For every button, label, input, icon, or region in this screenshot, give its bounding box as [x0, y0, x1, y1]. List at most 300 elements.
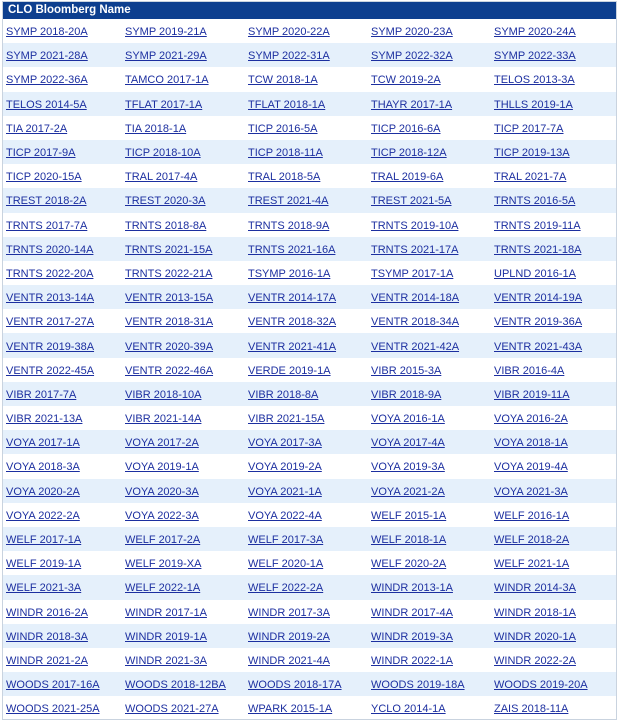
clo-name-link[interactable]: WPARK 2015-1A — [248, 703, 333, 716]
clo-name-link[interactable]: TRNTS 2016-5A — [494, 195, 576, 208]
table-cell — [371, 143, 494, 161]
table-cell — [494, 95, 612, 113]
clo-name-link[interactable]: VOYA 2019-4A — [494, 461, 568, 474]
table-cell — [371, 603, 494, 621]
clo-name-link[interactable]: WELF 2018-2A — [494, 534, 570, 547]
clo-name-link[interactable]: TICP 2017-9A — [6, 147, 76, 160]
table-row — [3, 527, 616, 551]
clo-name-link[interactable]: VOYA 2022-2A — [6, 509, 80, 522]
clo-name-link[interactable]: VOYA 2019-2A — [248, 461, 322, 474]
table-row — [3, 19, 616, 43]
table-cell — [125, 578, 248, 596]
table-cell — [494, 22, 612, 40]
table-cell — [248, 312, 371, 330]
clo-name-link[interactable]: VENTR 2018-31A — [125, 316, 214, 329]
table-row — [3, 454, 616, 478]
clo-name-link[interactable]: TELOS 2013-3A — [494, 74, 575, 87]
table-cell — [494, 482, 612, 500]
table-cell — [371, 578, 494, 596]
table-cell — [125, 240, 248, 258]
clo-name-link[interactable]: WINDR 2019-2A — [248, 630, 330, 643]
table-cell — [125, 433, 248, 451]
table-cell — [248, 167, 371, 185]
table-cell — [371, 675, 494, 693]
clo-name-link[interactable]: TICP 2019-13A — [494, 147, 570, 160]
table-cell — [371, 482, 494, 500]
clo-name-link[interactable]: VENTR 2014-18A — [371, 292, 460, 305]
table-cell — [494, 603, 612, 621]
table-cell — [371, 240, 494, 258]
table-cell — [125, 22, 248, 40]
table-row — [3, 406, 616, 430]
table-cell — [371, 46, 494, 64]
clo-name-link[interactable]: WINDR 2021-4A — [248, 654, 330, 667]
clo-name-link[interactable]: WOODS 2019-18A — [371, 679, 465, 692]
table-cell — [371, 433, 494, 451]
table-cell — [248, 603, 371, 621]
clo-name-link[interactable]: VENTR 2018-32A — [248, 316, 337, 329]
table-cell — [248, 191, 371, 209]
table-cell — [494, 70, 612, 88]
clo-name-link[interactable]: TSYMP 2017-1A — [371, 267, 454, 280]
clo-name-link[interactable]: VENTR 2014-17A — [248, 292, 337, 305]
clo-name-link[interactable]: VERDE 2019-1A — [248, 364, 331, 377]
table-cell — [125, 675, 248, 693]
table-cell — [371, 337, 494, 355]
table-cell — [3, 264, 125, 282]
table-cell — [125, 482, 248, 500]
clo-name-link[interactable]: WINDR 2014-3A — [494, 582, 576, 595]
clo-name-link[interactable]: WOODS 2021-25A — [6, 703, 100, 716]
table-body — [3, 19, 616, 720]
clo-name-link[interactable]: VIBR 2018-9A — [371, 388, 442, 401]
clo-name-link[interactable]: TICP 2016-6A — [371, 122, 441, 135]
table-cell — [494, 119, 612, 137]
clo-name-link[interactable]: TICP 2020-15A — [6, 171, 82, 184]
table-cell — [3, 578, 125, 596]
table-cell — [248, 651, 371, 669]
table-cell — [3, 651, 125, 669]
table-row — [3, 92, 616, 116]
table-cell — [125, 264, 248, 282]
table-cell — [248, 119, 371, 137]
clo-name-link[interactable]: WOODS 2018-17A — [248, 679, 342, 692]
clo-name-link[interactable]: TFLAT 2017-1A — [125, 98, 203, 111]
table-cell — [494, 385, 612, 403]
table-cell — [248, 554, 371, 572]
table-cell — [3, 143, 125, 161]
clo-name-link[interactable]: VOYA 2017-4A — [371, 437, 445, 450]
clo-name-link[interactable]: SYMP 2021-28A — [6, 50, 88, 63]
table-cell — [3, 337, 125, 355]
table-row — [3, 43, 616, 67]
table-cell — [371, 627, 494, 645]
table-cell — [3, 46, 125, 64]
table-cell — [3, 482, 125, 500]
clo-name-link[interactable]: VIBR 2019-11A — [494, 388, 570, 401]
table-cell — [248, 409, 371, 427]
clo-name-link[interactable]: VOYA 2021-3A — [494, 485, 568, 498]
clo-name-link[interactable]: TICP 2018-12A — [371, 147, 447, 160]
table-cell — [371, 288, 494, 306]
table-cell — [125, 191, 248, 209]
table-cell — [248, 578, 371, 596]
table-cell — [248, 699, 371, 717]
clo-name-link[interactable]: TIA 2018-1A — [125, 122, 187, 135]
table-row — [3, 358, 616, 382]
clo-name-link[interactable]: TELOS 2014-5A — [6, 98, 87, 111]
table-row — [3, 672, 616, 696]
table-row — [3, 382, 616, 406]
table-cell — [125, 554, 248, 572]
clo-name-link[interactable]: VENTR 2013-15A — [125, 292, 214, 305]
clo-name-link[interactable]: WELF 2016-1A — [494, 509, 570, 522]
table-cell — [248, 264, 371, 282]
table-cell — [248, 482, 371, 500]
clo-name-link[interactable]: WOODS 2018-12BA — [125, 679, 226, 692]
clo-name-link[interactable]: WINDR 2018-3A — [6, 630, 88, 643]
table-cell — [125, 651, 248, 669]
clo-name-link[interactable]: TSYMP 2016-1A — [248, 267, 331, 280]
clo-name-link[interactable]: TRNTS 2018-9A — [248, 219, 330, 232]
clo-name-link[interactable]: WELF 2020-2A — [371, 558, 447, 571]
table-row — [3, 67, 616, 91]
clo-name-link[interactable]: VOYA 2019-1A — [125, 461, 199, 474]
table-cell — [494, 651, 612, 669]
table-row — [3, 503, 616, 527]
table-cell — [125, 95, 248, 113]
clo-name-link[interactable]: VENTR 2019-38A — [6, 340, 95, 353]
table-cell — [494, 312, 612, 330]
table-cell — [3, 361, 125, 379]
table-cell — [125, 361, 248, 379]
table-cell — [125, 627, 248, 645]
table-cell — [494, 675, 612, 693]
clo-name-link[interactable]: VOYA 2018-1A — [494, 437, 568, 450]
clo-name-link[interactable]: WELF 2017-1A — [6, 534, 82, 547]
clo-name-link[interactable]: VOYA 2016-1A — [371, 413, 445, 426]
clo-name-link[interactable]: TREST 2020-3A — [125, 195, 206, 208]
clo-name-link[interactable]: VOYA 2020-3A — [125, 485, 199, 498]
clo-name-link[interactable]: SYMP 2019-21A — [125, 26, 207, 39]
clo-name-link[interactable]: THAYR 2017-1A — [371, 98, 453, 111]
table-cell — [125, 337, 248, 355]
table-cell — [3, 530, 125, 548]
table-cell — [125, 312, 248, 330]
table-cell — [248, 385, 371, 403]
table-cell — [3, 22, 125, 40]
clo-name-link[interactable]: TCW 2019-2A — [371, 74, 441, 87]
table-row — [3, 333, 616, 357]
clo-name-link[interactable]: WINDR 2013-1A — [371, 582, 453, 595]
clo-name-link[interactable]: VENTR 2022-46A — [125, 364, 214, 377]
table-cell — [494, 457, 612, 475]
table-cell — [3, 457, 125, 475]
clo-name-link[interactable]: VENTR 2013-14A — [6, 292, 95, 305]
clo-name-link[interactable]: SYMP 2020-22A — [248, 26, 330, 39]
table-cell — [371, 385, 494, 403]
table-row — [3, 213, 616, 237]
clo-name-link[interactable]: VOYA 2021-2A — [371, 485, 445, 498]
table-cell — [248, 530, 371, 548]
table-cell — [125, 167, 248, 185]
clo-name-link[interactable]: TRAL 2021-7A — [494, 171, 567, 184]
table-row — [3, 285, 616, 309]
clo-name-link[interactable]: TRNTS 2022-21A — [125, 267, 213, 280]
table-cell — [125, 143, 248, 161]
clo-name-link[interactable]: TCW 2018-1A — [248, 74, 318, 87]
table-cell — [125, 288, 248, 306]
table-cell — [371, 312, 494, 330]
clo-name-link[interactable]: TREST 2021-5A — [371, 195, 452, 208]
clo-name-link[interactable]: TRNTS 2020-14A — [6, 243, 94, 256]
clo-name-link[interactable]: VOYA 2022-4A — [248, 509, 322, 522]
clo-name-link[interactable]: VIBR 2016-4A — [494, 364, 565, 377]
clo-name-link[interactable]: WELF 2022-2A — [248, 582, 324, 595]
table-cell — [3, 216, 125, 234]
table-cell — [125, 70, 248, 88]
table-header — [3, 2, 616, 19]
table-cell — [371, 119, 494, 137]
clo-name-link[interactable]: VOYA 2020-2A — [6, 485, 80, 498]
clo-name-link[interactable]: VOYA 2017-1A — [6, 437, 80, 450]
clo-name-link[interactable]: TRAL 2018-5A — [248, 171, 321, 184]
clo-name-link[interactable]: VENTR 2021-41A — [248, 340, 337, 353]
table-cell — [494, 191, 612, 209]
clo-name-link[interactable]: WELF 2020-1A — [248, 558, 324, 571]
clo-name-link[interactable]: TICP 2017-7A — [494, 122, 564, 135]
table-cell — [248, 675, 371, 693]
clo-name-link[interactable]: VIBR 2018-10A — [125, 388, 202, 401]
clo-name-link[interactable]: VENTR 2019-36A — [494, 316, 583, 329]
table-cell — [494, 288, 612, 306]
clo-name-link[interactable]: WELF 2021-1A — [494, 558, 570, 571]
clo-name-link[interactable]: VIBR 2021-14A — [125, 413, 202, 426]
table-cell — [371, 530, 494, 548]
clo-name-link[interactable]: TRNTS 2021-16A — [248, 243, 336, 256]
clo-name-link[interactable]: VIBR 2021-13A — [6, 413, 83, 426]
clo-name-link[interactable]: TREST 2018-2A — [6, 195, 87, 208]
clo-name-link[interactable]: VOYA 2016-2A — [494, 413, 568, 426]
table-cell — [3, 627, 125, 645]
table-cell — [248, 457, 371, 475]
clo-name-link[interactable]: VIBR 2021-15A — [248, 413, 325, 426]
table-cell — [371, 70, 494, 88]
clo-name-link[interactable]: WINDR 2020-1A — [494, 630, 576, 643]
clo-name-link[interactable]: TRNTS 2019-11A — [494, 219, 581, 232]
clo-name-link[interactable]: VENTR 2022-45A — [6, 364, 95, 377]
table-cell — [248, 143, 371, 161]
table-cell — [125, 699, 248, 717]
table-row — [3, 479, 616, 503]
table-row — [3, 696, 616, 720]
table-row — [3, 188, 616, 212]
clo-name-link[interactable]: SYMP 2022-36A — [6, 74, 88, 87]
clo-name-link[interactable]: SYMP 2022-31A — [248, 50, 330, 63]
clo-name-link[interactable]: SYMP 2022-32A — [371, 50, 453, 63]
clo-name-link[interactable]: VENTR 2021-43A — [494, 340, 583, 353]
clo-name-link[interactable]: WINDR 2021-2A — [6, 654, 88, 667]
clo-name-link[interactable]: TRNTS 2019-10A — [371, 219, 459, 232]
clo-name-link[interactable]: VOYA 2017-2A — [125, 437, 199, 450]
clo-name-link[interactable]: SYMP 2022-33A — [494, 50, 576, 63]
table-header-label: CLO Bloomberg Name — [8, 4, 131, 16]
table-cell — [3, 119, 125, 137]
clo-name-link[interactable]: WELF 2017-2A — [125, 534, 201, 547]
clo-name-link[interactable]: VENTR 2014-19A — [494, 292, 583, 305]
clo-name-link[interactable]: WINDR 2021-3A — [125, 654, 207, 667]
clo-name-link[interactable]: TICP 2016-5A — [248, 122, 318, 135]
clo-name-link[interactable]: TRNTS 2021-17A — [371, 243, 459, 256]
table-cell — [371, 409, 494, 427]
clo-name-link[interactable]: SYMP 2020-24A — [494, 26, 576, 39]
clo-name-link[interactable]: VIBR 2018-8A — [248, 388, 319, 401]
clo-name-link[interactable]: WELF 2019-XA — [125, 558, 202, 571]
clo-name-link[interactable]: WELF 2018-1A — [371, 534, 447, 547]
table-cell — [3, 506, 125, 524]
clo-name-link[interactable]: WINDR 2017-3A — [248, 606, 330, 619]
clo-name-link[interactable]: TRNTS 2018-8A — [125, 219, 207, 232]
table-cell — [371, 22, 494, 40]
table-cell — [494, 554, 612, 572]
clo-name-link[interactable]: TFLAT 2018-1A — [248, 98, 326, 111]
table-cell — [494, 264, 612, 282]
table-cell — [494, 216, 612, 234]
clo-name-link[interactable]: WELF 2015-1A — [371, 509, 447, 522]
table-row — [3, 551, 616, 575]
table-cell — [125, 457, 248, 475]
clo-name-link[interactable]: WINDR 2017-4A — [371, 606, 453, 619]
table-cell — [494, 46, 612, 64]
table-cell — [494, 433, 612, 451]
table-cell — [248, 22, 371, 40]
clo-name-link[interactable]: VOYA 2018-3A — [6, 461, 80, 474]
table-row — [3, 116, 616, 140]
table-cell — [125, 409, 248, 427]
clo-name-link[interactable]: WINDR 2016-2A — [6, 606, 88, 619]
table-cell — [3, 699, 125, 717]
table-cell — [3, 70, 125, 88]
clo-name-link[interactable]: WINDR 2022-2A — [494, 654, 576, 667]
clo-name-link[interactable]: WELF 2022-1A — [125, 582, 201, 595]
table-cell — [248, 95, 371, 113]
clo-name-link[interactable]: SYMP 2018-20A — [6, 26, 88, 39]
clo-name-link[interactable]: WINDR 2022-1A — [371, 654, 453, 667]
table-cell — [371, 506, 494, 524]
clo-name-link[interactable]: WINDR 2017-1A — [125, 606, 207, 619]
table-cell — [3, 433, 125, 451]
clo-name-link[interactable]: TRNTS 2021-15A — [125, 243, 213, 256]
table-cell — [371, 699, 494, 717]
table-cell — [494, 167, 612, 185]
clo-name-link[interactable]: VIBR 2017-7A — [6, 388, 77, 401]
table-cell — [371, 216, 494, 234]
clo-name-link[interactable]: SYMP 2020-23A — [371, 26, 453, 39]
clo-name-link[interactable]: VENTR 2017-27A — [6, 316, 95, 329]
clo-name-link[interactable]: VENTR 2021-42A — [371, 340, 460, 353]
table-cell — [371, 651, 494, 669]
table-cell — [3, 312, 125, 330]
clo-name-link[interactable]: VIBR 2015-3A — [371, 364, 442, 377]
table-cell — [494, 240, 612, 258]
table-cell — [494, 699, 612, 717]
clo-name-link[interactable]: WINDR 2019-3A — [371, 630, 453, 643]
table-cell — [248, 288, 371, 306]
table-cell — [494, 337, 612, 355]
table-cell — [248, 240, 371, 258]
clo-name-link[interactable]: YCLO 2014-1A — [371, 703, 446, 716]
clo-name-link[interactable]: SYMP 2021-29A — [125, 50, 207, 63]
table-cell — [494, 409, 612, 427]
table-row — [3, 624, 616, 648]
table-cell — [125, 506, 248, 524]
clo-name-link[interactable]: TIA 2017-2A — [6, 122, 68, 135]
clo-name-link[interactable]: TRNTS 2017-7A — [6, 219, 88, 232]
table-row — [3, 261, 616, 285]
table-cell — [494, 143, 612, 161]
clo-name-link[interactable]: TICP 2018-10A — [125, 147, 201, 160]
clo-name-link[interactable]: VOYA 2021-1A — [248, 485, 322, 498]
clo-name-link[interactable]: WOODS 2017-16A — [6, 679, 100, 692]
clo-name-link[interactable]: WELF 2017-3A — [248, 534, 324, 547]
table-cell — [3, 554, 125, 572]
table-cell — [248, 337, 371, 355]
clo-name-link[interactable]: TRNTS 2022-20A — [6, 267, 94, 280]
table-cell — [248, 627, 371, 645]
table-row — [3, 140, 616, 164]
table-cell — [371, 167, 494, 185]
table-cell — [248, 46, 371, 64]
table-row — [3, 575, 616, 599]
clo-name-link[interactable]: TRAL 2019-6A — [371, 171, 444, 184]
table-cell — [371, 554, 494, 572]
table-cell — [3, 167, 125, 185]
clo-name-link[interactable]: WOODS 2019-20A — [494, 679, 588, 692]
table-cell — [125, 46, 248, 64]
clo-name-link[interactable]: VENTR 2018-34A — [371, 316, 460, 329]
clo-name-link[interactable]: VENTR 2020-39A — [125, 340, 214, 353]
clo-name-link[interactable]: TRNTS 2021-18A — [494, 243, 582, 256]
clo-name-link[interactable]: WELF 2021-3A — [6, 582, 82, 595]
clo-name-link[interactable]: VOYA 2017-3A — [248, 437, 322, 450]
clo-table — [2, 1, 617, 720]
clo-name-link[interactable]: WINDR 2019-1A — [125, 630, 207, 643]
table-cell — [494, 506, 612, 524]
clo-name-link[interactable]: TREST 2021-4A — [248, 195, 329, 208]
table-cell — [3, 240, 125, 258]
table-cell — [3, 675, 125, 693]
clo-name-link[interactable]: WINDR 2018-1A — [494, 606, 576, 619]
table-cell — [125, 603, 248, 621]
table-cell — [125, 216, 248, 234]
clo-name-link[interactable]: WELF 2019-1A — [6, 558, 82, 571]
table-cell — [494, 578, 612, 596]
table-cell — [494, 530, 612, 548]
clo-name-link[interactable]: WOODS 2021-27A — [125, 703, 219, 716]
clo-name-link[interactable]: TRAL 2017-4A — [125, 171, 198, 184]
table-cell — [125, 119, 248, 137]
clo-name-link[interactable]: ZAIS 2018-11A — [494, 703, 569, 716]
clo-name-link[interactable]: VOYA 2019-3A — [371, 461, 445, 474]
clo-name-link[interactable]: VOYA 2022-3A — [125, 509, 199, 522]
clo-name-link[interactable]: TICP 2018-11A — [248, 147, 323, 160]
table-cell — [371, 191, 494, 209]
clo-name-link[interactable]: UPLND 2016-1A — [494, 267, 576, 280]
table-row — [3, 164, 616, 188]
clo-name-link[interactable]: TAMCO 2017-1A — [125, 74, 209, 87]
table-cell — [371, 95, 494, 113]
clo-name-link[interactable]: THLLS 2019-1A — [494, 98, 573, 111]
